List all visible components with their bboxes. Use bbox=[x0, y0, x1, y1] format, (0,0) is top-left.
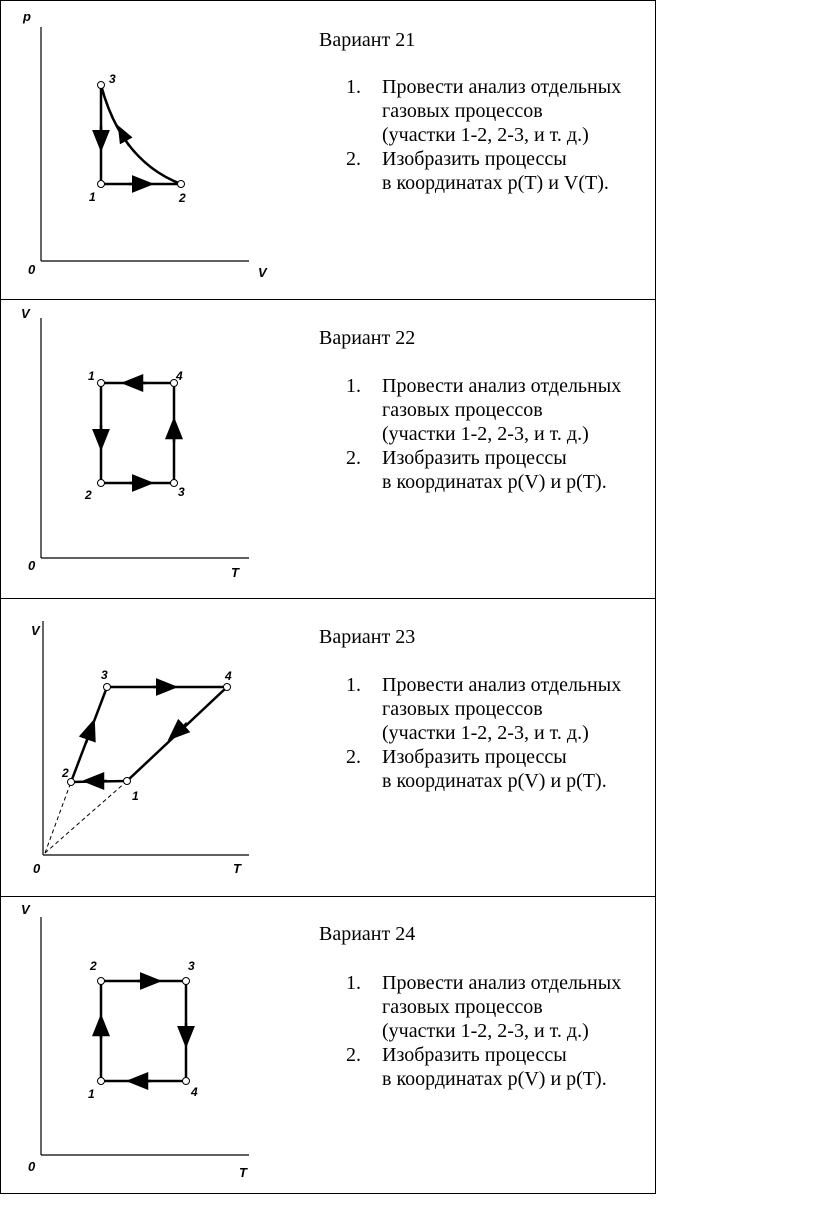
task-item-1: 1. Провести анализ отдельных газовых процессов (участки 1-2, 2-3, и т. д.) bbox=[346, 674, 622, 744]
point-2-label: 2 bbox=[85, 488, 92, 502]
point-2 bbox=[178, 181, 185, 188]
variant-row-22 bbox=[1, 300, 655, 599]
task-list bbox=[346, 374, 646, 494]
y-axis-label: V bbox=[21, 306, 30, 321]
variant-title: Вариант 24 bbox=[319, 923, 416, 945]
cycle-path bbox=[101, 85, 181, 184]
task-item-2: 2. Изобразить процессы в координатах p(V) и p(T). bbox=[346, 1044, 607, 1090]
variant-row-23 bbox=[1, 599, 655, 897]
task-item-2: 2. Изобразить процессы в координатах p(V) и p(T). bbox=[346, 447, 607, 493]
y-axis-label: p bbox=[23, 9, 31, 24]
y-axis-label: V bbox=[21, 902, 30, 917]
origin-label: 0 bbox=[28, 262, 36, 277]
x-axis-label: T bbox=[239, 1165, 247, 1180]
arrow-4-1 bbox=[176, 723, 187, 733]
variant-title: Вариант 22 bbox=[319, 327, 416, 349]
variant-title: Вариант 23 bbox=[319, 626, 416, 648]
cycle-path bbox=[101, 981, 186, 1081]
point-1-label: 1 bbox=[132, 789, 139, 803]
point-4-label: 4 bbox=[191, 1085, 198, 1099]
point-3 bbox=[98, 82, 105, 89]
point-3 bbox=[104, 684, 111, 691]
point-2 bbox=[98, 480, 105, 487]
point-3-label: 3 bbox=[188, 959, 195, 973]
cycle-path bbox=[101, 383, 174, 483]
point-3 bbox=[171, 480, 178, 487]
point-2-label: 2 bbox=[62, 766, 69, 780]
point-4-label: 4 bbox=[176, 369, 183, 383]
origin-label: 0 bbox=[28, 558, 36, 573]
point-3 bbox=[183, 978, 190, 985]
x-axis-label: T bbox=[231, 565, 239, 580]
variant-row-21 bbox=[1, 1, 655, 300]
point-3-label: 3 bbox=[109, 72, 116, 86]
x-axis-label: T bbox=[233, 861, 241, 876]
task-list bbox=[346, 75, 646, 195]
task-list bbox=[346, 673, 646, 793]
point-4-label: 4 bbox=[225, 669, 232, 683]
diagram-v-t bbox=[1, 897, 321, 1193]
task-item-2: 2. Изобразить процессы в координатах p(T) и V(T). bbox=[346, 148, 609, 194]
point-1-label: 1 bbox=[88, 369, 95, 383]
task-item-1: 1. Провести анализ отдельных газовых процессов (участки 1-2, 2-3, и т. д.) bbox=[346, 76, 622, 146]
diagram-p-v bbox=[1, 1, 321, 300]
point-3-label: 3 bbox=[101, 668, 108, 682]
point-4 bbox=[224, 684, 231, 691]
point-1-label: 1 bbox=[89, 190, 96, 204]
task-item-2: 2. Изобразить процессы в координатах p(V) и p(T). bbox=[346, 746, 607, 792]
task-list bbox=[346, 971, 646, 1091]
point-2-label: 2 bbox=[90, 959, 97, 973]
origin-label: 0 bbox=[28, 1159, 36, 1174]
point-1-label: 1 bbox=[88, 1087, 95, 1101]
point-1 bbox=[98, 1078, 105, 1085]
task-item-1: 1. Провести анализ отдельных газовых процессов (участки 1-2, 2-3, и т. д.) bbox=[346, 972, 622, 1042]
point-1 bbox=[124, 778, 131, 785]
variant-row-24 bbox=[1, 897, 655, 1193]
point-1 bbox=[98, 181, 105, 188]
arrow-2-3 bbox=[86, 729, 91, 743]
x-axis-label: V bbox=[258, 265, 267, 280]
point-2-label: 2 bbox=[179, 191, 186, 205]
isobar-dashed-2 bbox=[45, 782, 71, 853]
cycle-path bbox=[71, 687, 227, 782]
arrow-2-3 bbox=[122, 133, 129, 146]
origin-label: 0 bbox=[33, 861, 41, 876]
point-2 bbox=[98, 978, 105, 985]
isobar-dashed-1 bbox=[45, 781, 127, 853]
diagram-v-t bbox=[1, 599, 321, 897]
y-axis-label: V bbox=[31, 623, 40, 638]
task-item-1: 1. Провести анализ отдельных газовых процессов (участки 1-2, 2-3, и т. д.) bbox=[346, 375, 622, 445]
diagram-v-t bbox=[1, 300, 321, 599]
variant-title: Вариант 21 bbox=[319, 29, 416, 51]
point-3-label: 3 bbox=[178, 485, 185, 499]
point-4 bbox=[183, 1078, 190, 1085]
point-1 bbox=[98, 380, 105, 387]
